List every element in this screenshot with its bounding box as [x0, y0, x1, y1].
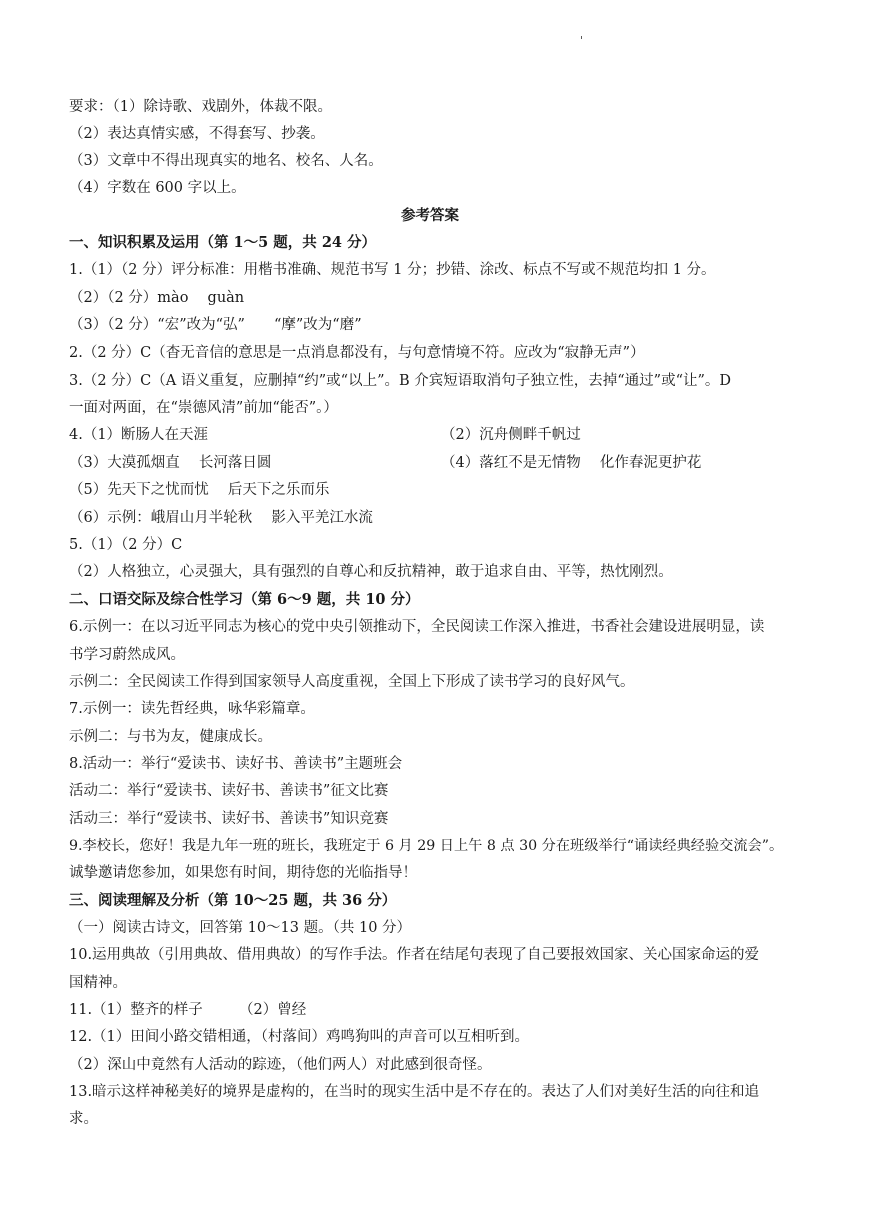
- requirement-2: （2）表达真情实感，不得套写、抄袭。: [69, 126, 325, 142]
- section-1-heading: 一、知识积累及运用（第 1～5 题，共 24 分）: [69, 234, 377, 251]
- answer-2: 2.（2 分）C（杳无音信的意思是一点消息都没有，与句意情境不符。应改为“寂静无声”）: [69, 345, 645, 361]
- answer-6-line2: 书学习蔚然成风。: [69, 647, 185, 663]
- section-3-heading: 三、阅读理解及分析（第 10～25 题，共 36 分）: [69, 892, 397, 909]
- answer-8-activity1: 8.活动一：举行“爱读书、读好书、善读书”主题班会: [69, 756, 403, 772]
- answer-1-1: 1.（1）（2 分）评分标准：用楷书准确、规范书写 1 分；抄错、涂改、标点不写或不规范均扣 1 分。: [69, 262, 716, 278]
- answer-7-example2: 示例二：与书为友，健康成长。: [69, 729, 272, 745]
- requirement-4: （4）字数在 600 字以上。: [69, 180, 246, 196]
- answer-8-activity2: 活动二：举行“爱读书、读好书、善读书”征文比赛: [69, 783, 389, 799]
- answer-4-4: （4）落红不是无情物 化作春泥更护花: [441, 455, 702, 471]
- answer-1-3: （3）（2 分）“宏”改为“弘” “摩”改为“磨”: [69, 317, 362, 333]
- answer-3-line2: 一面对两面，在“崇德风清”前加“能否”。）: [69, 400, 338, 416]
- answer-5-2: （2）人格独立，心灵强大，具有强烈的自尊心和反抗精神，敢于追求自由、平等，热忱刚烈。: [69, 564, 673, 580]
- answer-4-1: 4.（1）断肠人在天涯: [69, 427, 209, 443]
- answer-12-2: （2）深山中竟然有人活动的踪迹，（他们两人）对此感到很奇怪。: [69, 1057, 492, 1073]
- answer-10-line1: 10.运用典故（引用典故、借用典故）的写作手法。作者在结尾句表现了自己要报效国家、关心国家命运的爱: [69, 947, 760, 963]
- answer-5-1: 5.（1）（2 分）C: [69, 537, 183, 553]
- answer-13-line2: 求。: [69, 1111, 98, 1127]
- answer-4-6: （6）示例：峨眉山月半轮秋 影入平羌江水流: [69, 510, 373, 526]
- section-3-sub1: （一）阅读古诗文，回答第 10～13 题。（共 10 分）: [69, 920, 412, 936]
- answer-12-1: 12.（1）田间小路交错相通，（村落间）鸡鸣狗叫的声音可以互相听到。: [69, 1029, 530, 1045]
- header-mark: ': [580, 34, 584, 47]
- answer-9-line2: 诚挚邀请您参加，如果您有时间，期待您的光临指导！: [69, 865, 417, 881]
- answer-11: 11.（1）整齐的样子 （2）曾经: [69, 1002, 307, 1018]
- answer-4-5: （5）先天下之忧而忧 后天下之乐而乐: [69, 482, 330, 498]
- answer-13-line1: 13.暗示这样神秘美好的境界是虚构的，在当时的现实生活中是不存在的。表达了人们对美好生活的向往和追: [69, 1084, 760, 1100]
- answer-title: 参考答案: [401, 207, 459, 224]
- answer-3-line1: 3.（2 分）C（A 语义重复，应删掉“约”或“以上”。B 介宾短语取消句子独立性，去掉“通过”或“让”。D: [69, 373, 732, 389]
- answer-4-2: （2）沉舟侧畔千帆过: [441, 427, 581, 443]
- answer-4-3: （3）大漠孤烟直 长河落日圆: [69, 455, 272, 471]
- answer-8-activity3: 活动三：举行“爱读书、读好书、善读书”知识竞赛: [69, 811, 389, 827]
- answer-10-line2: 国精神。: [69, 975, 127, 991]
- answer-6-example2: 示例二：全民阅读工作得到国家领导人高度重视，全国上下形成了读书学习的良好风气。: [69, 674, 635, 690]
- answer-7-example1: 7.示例一：读先哲经典，咏华彩篇章。: [69, 701, 315, 717]
- section-2-heading: 二、口语交际及综合性学习（第 6～9 题，共 10 分）: [69, 591, 420, 608]
- answer-9-line1: 9.李校长，您好！我是九年一班的班长，我班定于 6 月 29 日上午 8 点 30 分在班级举行“诵读经典经验交流会”。: [69, 838, 784, 854]
- answer-1-2: （2）（2 分）mào guàn: [69, 290, 245, 306]
- answer-6-line1: 6.示例一：在以习近平同志为核心的党中央引领推动下，全民阅读工作深入推进，书香社会建设进展明显，读: [69, 619, 765, 635]
- requirement-1: 要求：（1）除诗歌、戏剧外，体裁不限。: [69, 99, 332, 115]
- requirement-3: （3）文章中不得出现真实的地名、校名、人名。: [69, 153, 383, 169]
